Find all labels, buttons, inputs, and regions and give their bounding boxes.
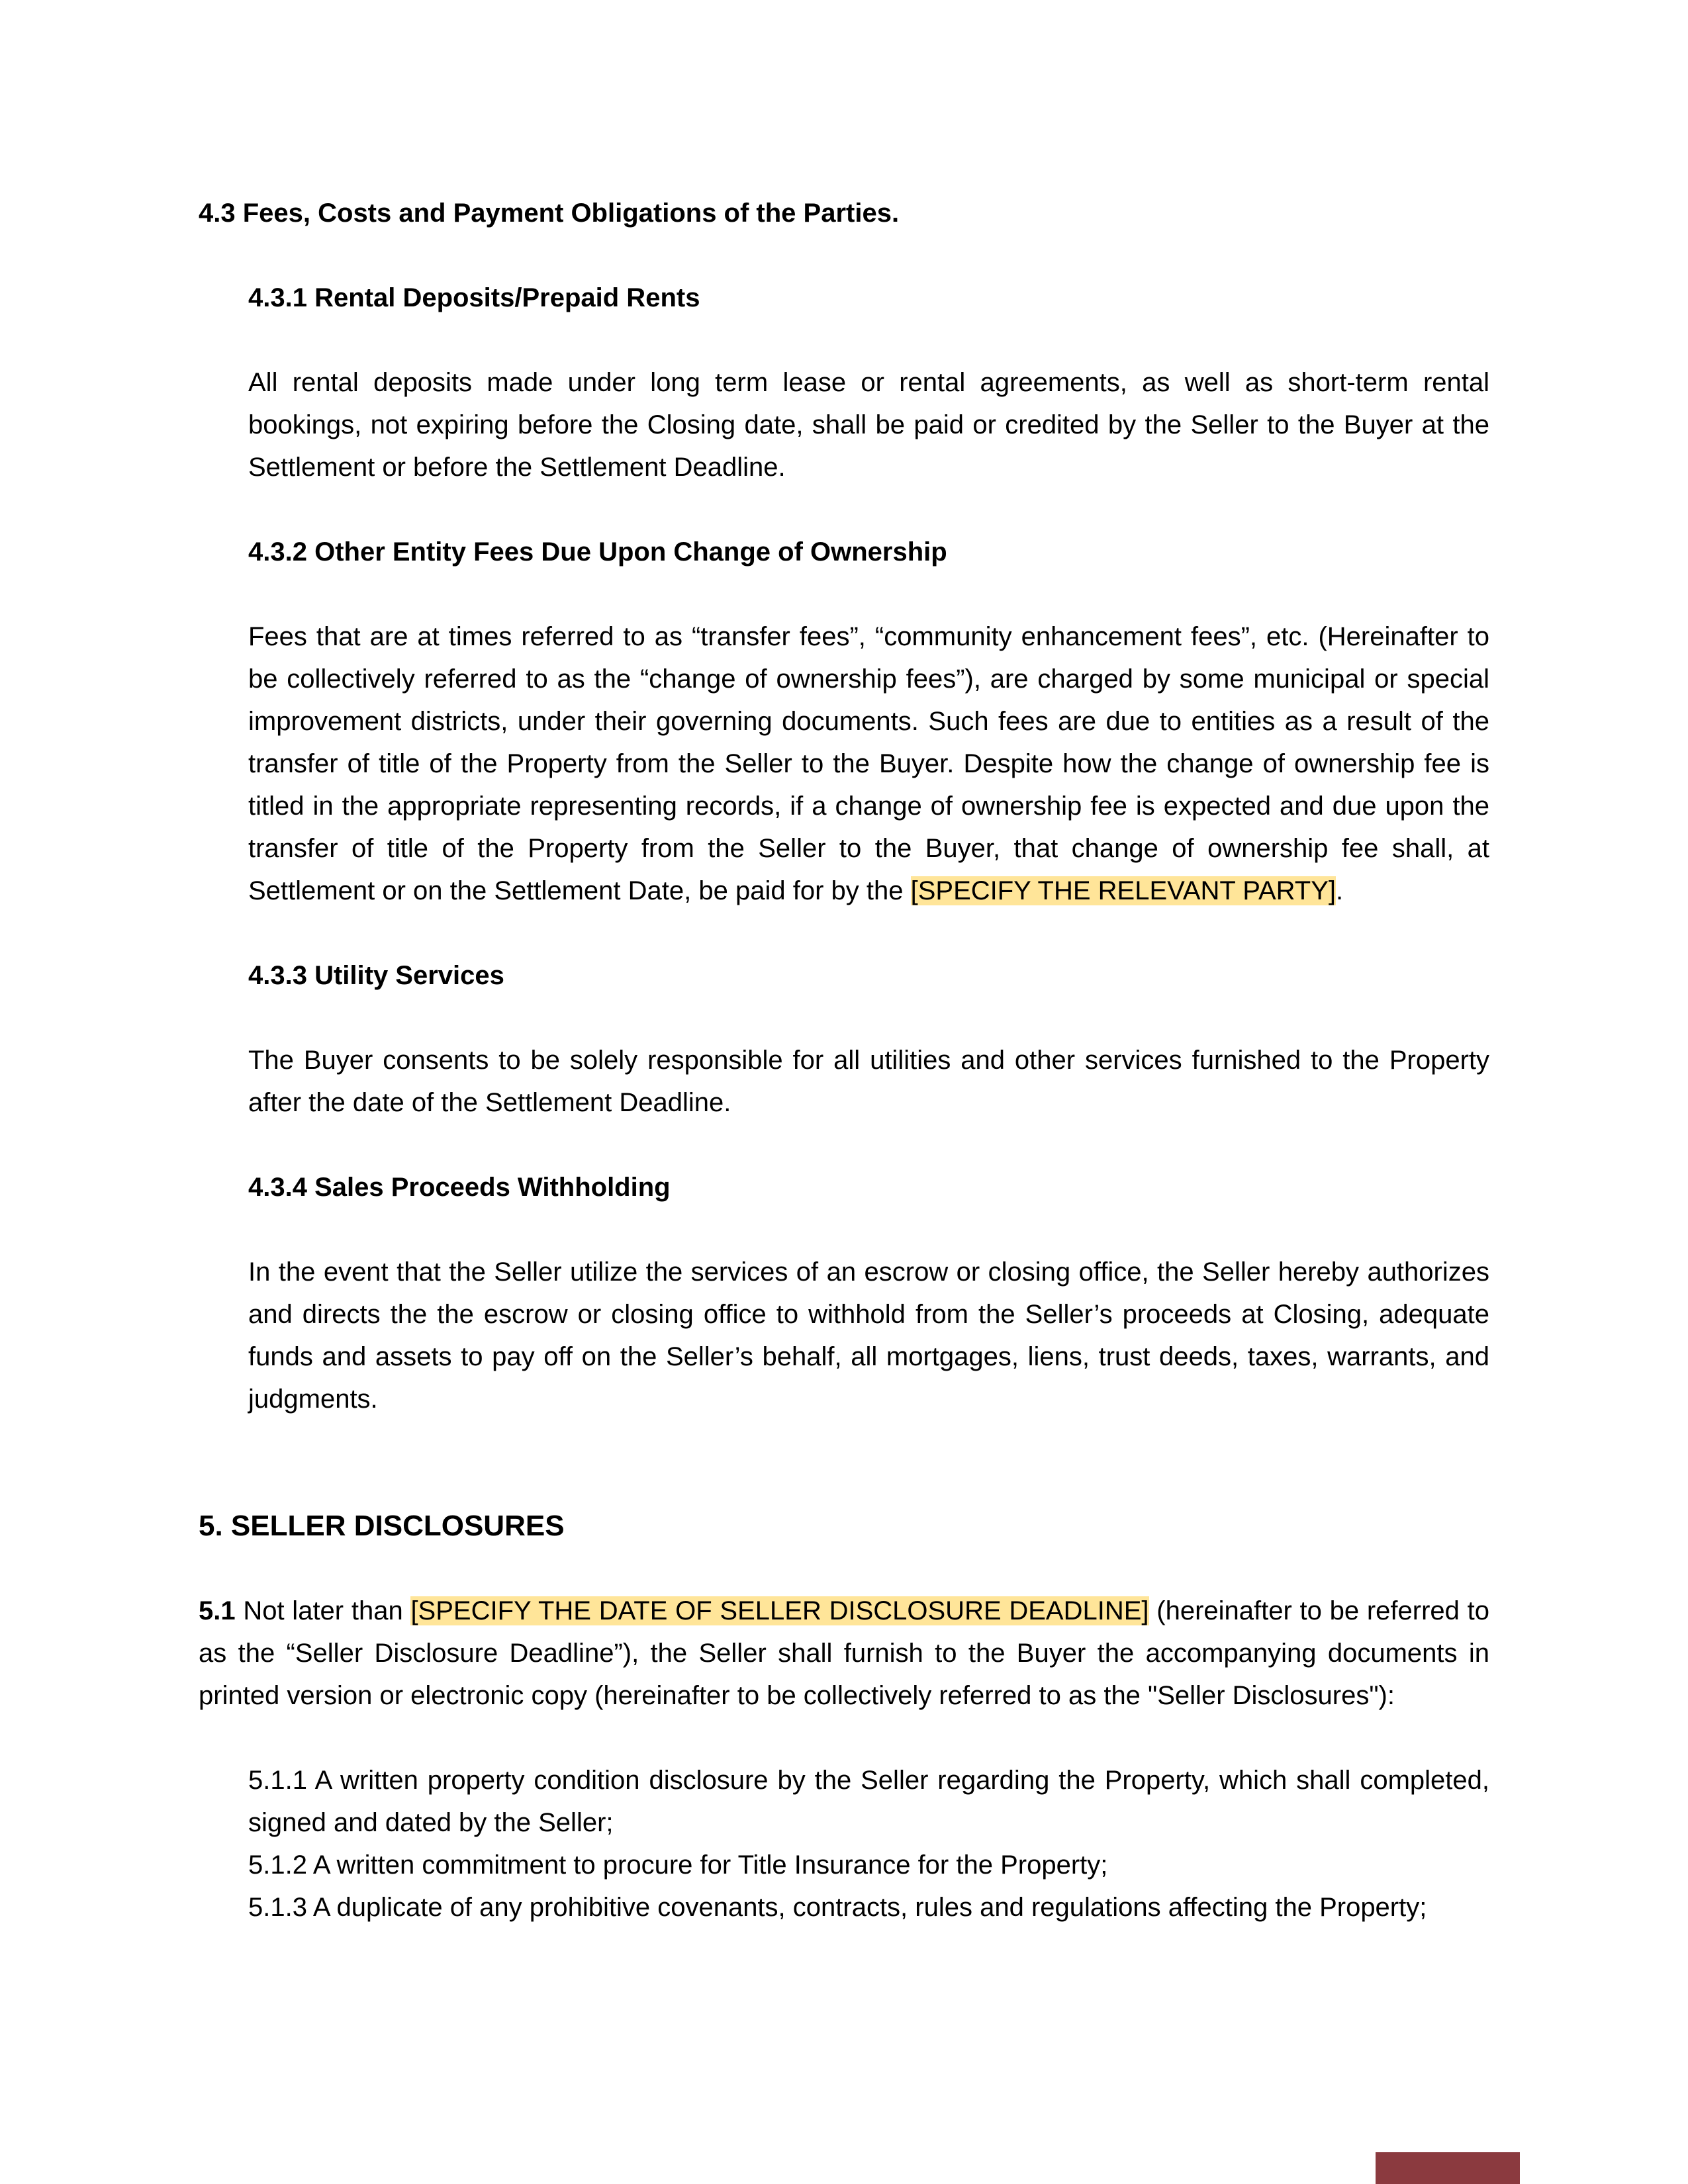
list-item: 5.1.2 A written commitment to procure for Title Insurance for the Property; [248,1850,1108,1880]
subsection-4-3-4-body: In the event that the Seller utilize the services of an escrow or closing office, the Seller hereby authorizes and directs the the escrow or closing office to withhold from the Seller’s proceeds at Closing, adequate funds and assets to pay off on the Seller’s behalf, all mortgages, liens, trust deeds, taxes, warrants, and judgments. [248,1257,1489,1414]
subsection-4-3-2 [248,531,1489,954]
clause-5-1-number: 5.1 [199,1596,236,1625]
subsection-4-3-1-body: All rental deposits made under long term lease or rental agreements, as well as short-term rental bookings, not expiring before the Closing date, shall be paid or credited by the Seller to the Buyer at the Settlement or before the Settlement Deadline. [248,368,1489,482]
subsection-4-3-2-heading: 4.3.2 Other Entity Fees Due Upon Change of Ownership [248,537,947,567]
clause-5-1-text-start: Not later than [235,1596,411,1625]
section-4-3-heading: 4.3 Fees, Costs and Payment Obligations of the Parties. [199,199,900,228]
subsection-4-3-3 [248,954,1489,1166]
footer-accent-bar [1376,2152,1520,2184]
list-item: 5.1.3 A duplicate of any prohibitive covenants, contracts, rules and regulations affecting the Property; [248,1893,1427,1922]
subsection-4-3-2-text-end: . [1336,876,1344,905]
subsection-4-3-4 [248,1166,1489,1420]
clause-5-1 [199,1590,1489,1717]
relevant-party-placeholder: [SPECIFY THE RELEVANT PARTY] [910,876,1336,905]
subsection-4-3-4-heading: 4.3.4 Sales Proceeds Withholding [248,1173,671,1202]
subsection-4-3-1-heading: 4.3.1 Rental Deposits/Prepaid Rents [248,283,700,312]
clause-5-1-text-end: (hereinafter to be referred to as the “Seller Disclosure Deadline”), the Seller shall furnish to the Buyer the accompanying documents in printed version or electronic copy (hereinafter to be collectively referred to as the "Seller Disclosures"): [199,1596,1489,1710]
subsection-4-3-1 [248,277,1489,531]
subsection-4-3-3-body: The Buyer consents to be solely responsible for all utilities and other services furnished to the Property after the date of the Settlement Deadline. [248,1046,1489,1117]
seller-disclosure-deadline-placeholder: [SPECIFY THE DATE OF SELLER DISCLOSURE DEADLINE] [410,1596,1149,1625]
subsection-4-3-3-heading: 4.3.3 Utility Services [248,961,504,990]
document-content [199,192,1489,1929]
seller-disclosures-list [248,1759,1489,1929]
subsection-4-3-2-body [248,615,1489,912]
section-5-heading: 5. SELLER DISCLOSURES [199,1510,565,1542]
subsection-4-3-2-text: Fees that are at times referred to as “transfer fees”, “community enhancement fees”, etc. (Hereinafter to be collectively referred to as the “change of ownership fees”), are charged by some municipal or special improvement districts, under their governing documents. Such fees are due to entities as a result of the transfer of title of the Property from the Seller to the Buyer. Despite how the change of ownership fee is titled in the appropriate representing records, if a change of ownership fee is expected and due upon the transfer of title of the Property from the Seller to the Buyer, that change of ownership fee shall, at Settlement or on the Settlement Date, be paid for by the [248,622,1489,905]
list-item: 5.1.1 A written property condition disclosure by the Seller regarding the Property, which shall completed, signed and dated by the Seller; [248,1766,1489,1837]
